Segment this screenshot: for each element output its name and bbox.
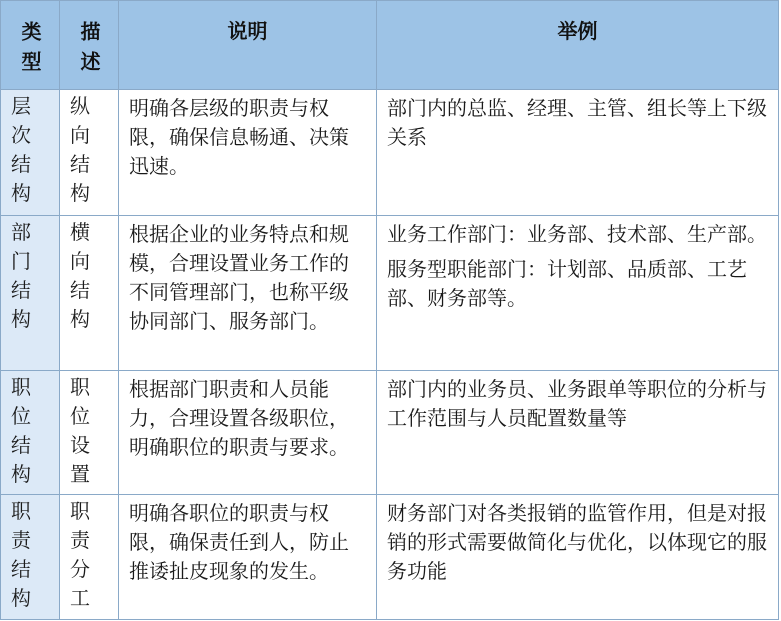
row-example: 部门内的总监、经理、主管、组长等上下级关系 [387,96,767,149]
row-desc: 纵向结构 [70,94,90,205]
row-explain: 明确各职位的职责与权限，确保责任到人，防止推诿扯皮现象的发生。 [119,495,377,619]
header-example: 举例 [377,1,778,90]
header-desc: 描述 [60,1,119,90]
row-explain: 根据部门职责和人员能力，合理设置各级职位，明确职位的职责与要求。 [119,371,377,495]
row-example-cell [377,371,778,495]
row-desc: 职位设置 [70,375,90,486]
row-example-cell [377,90,778,216]
row-example-cell [377,216,778,371]
table-row [1,495,778,619]
row-example: 业务工作部门：业务部、技术部、生产部。 [387,222,767,246]
row-desc-cell [60,371,119,495]
row-desc-cell [60,216,119,371]
row-example-cell [377,495,778,619]
row-desc: 横向结构 [70,220,90,331]
table-header-row [1,1,778,90]
row-desc-cell [60,90,119,216]
row-example: 财务部门对各类报销的监管作用，但是对报销的形式需要做简化与优化，以体现它的服务功能 [387,501,767,583]
table-row [1,90,778,216]
row-type: 层次结构 [11,94,31,205]
row-type-cell [1,216,60,371]
row-type-cell [1,495,60,619]
row-type: 职责结构 [11,499,31,610]
row-desc: 职责分工 [70,499,90,610]
row-type-cell [1,371,60,495]
table-row [1,371,778,495]
row-type: 职位结构 [11,375,31,486]
row-example: 部门内的业务员、业务跟单等职位的分析与工作范围与人员配置数量等 [387,377,767,430]
row-desc-cell [60,495,119,619]
table-row [1,216,778,371]
header-explain: 说明 [119,1,377,90]
row-explain: 明确各层级的职责与权限，确保信息畅通、决策迅速。 [119,90,377,216]
row-example: 服务型职能部门：计划部、品质部、工艺部、财务部等。 [387,257,747,310]
header-type: 类型 [1,1,60,90]
row-type-cell [1,90,60,216]
row-type: 部门结构 [11,220,31,331]
row-explain: 根据企业的业务特点和规模，合理设置业务工作的不同管理部门，也称平级协同部门、服务部门。 [119,216,377,371]
